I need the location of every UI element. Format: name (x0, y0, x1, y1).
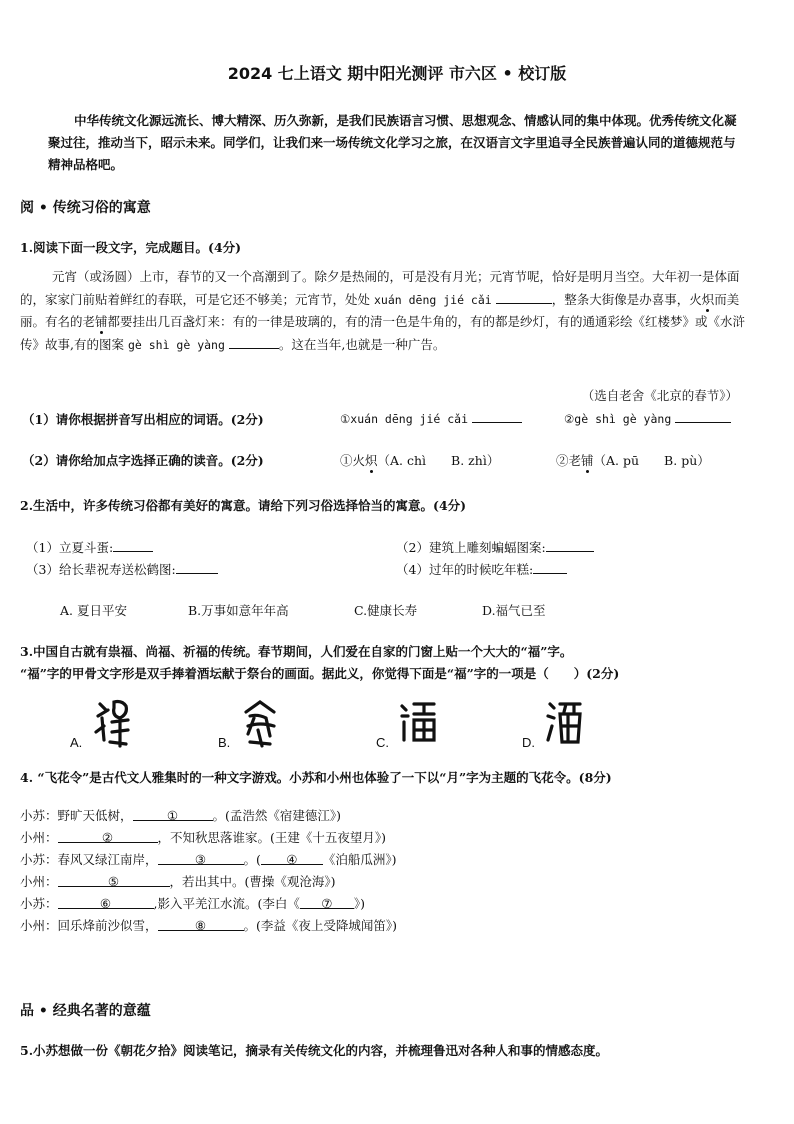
answer-blank[interactable] (546, 539, 594, 552)
question-4-stem: 4. “飞花令”是古代文人雅集时的一种文字游戏。小苏和小州也体验了一下以“月”字为主题的飞花令。(8分) (20, 770, 612, 785)
q4-line-4: 小州： ⑤ ，若出其中。(曹操《观沧海》) (20, 874, 336, 889)
question-3-line-2: “福”字的甲骨文字形是双手捧着酒坛献于祭台的画面。据此义，你觉得下面是“福”字的一项是（ ）(2分) (20, 666, 620, 681)
q1-sub1-b: ②gè shì gè yàng (564, 410, 731, 426)
answer-blank[interactable]: ⑤ (58, 874, 170, 887)
answer-blank[interactable]: ⑦ (300, 896, 354, 909)
answer-blank[interactable] (496, 291, 552, 304)
q2-option-c: C.健康长寿 (354, 603, 418, 618)
answer-blank[interactable] (113, 539, 153, 552)
answer-blank[interactable]: ② (58, 830, 158, 843)
answer-blank[interactable]: ① (133, 808, 213, 821)
answer-blank[interactable] (675, 410, 731, 423)
q4-line-2: 小州： ② ，不知秋思落谁家。(王建《十五夜望月》) (20, 830, 387, 845)
section-heading-1: 阅 • 传统习俗的寓意 (20, 200, 151, 216)
question-2-stem: 2.生活中，许多传统习俗都有美好的寓意。请给下列习俗选择恰当的寓意。(4分) (20, 498, 467, 513)
q4-line-1: 小苏：野旷天低树， ① 。(孟浩然《宿建德江》) (20, 808, 342, 823)
answer-blank[interactable] (176, 561, 218, 574)
q2-item-3: （3）给长辈祝寿送松鹤图: (26, 560, 218, 578)
q4-line-6: 小州：回乐烽前沙似雪， ⑧ 。(李益《夜上受降城闻笛》) (20, 918, 398, 933)
answer-blank[interactable] (472, 410, 522, 423)
q1-sub1-a: ①xuán dēng jié cǎi (340, 410, 522, 426)
q4-line-5: 小苏： ⑥ ,影入平羌江水流。(李白《 ⑦ 》) (20, 896, 366, 911)
question-1-stem: 1.阅读下面一段文字，完成题目。(4分) (20, 240, 242, 255)
answer-blank[interactable] (533, 561, 567, 574)
q1-sub1-label: （1）请你根据拼音写出相应的词语。(2分) (22, 412, 264, 427)
q4-line-3: 小苏：春风又绿江南岸， ③ 。( ④ 《泊船瓜洲》) (20, 852, 397, 867)
q2-option-d: D.福气已至 (482, 603, 546, 618)
section-heading-2: 品 • 经典名著的意蕴 (20, 1003, 151, 1019)
question-3-line-1: 3.中国自古就有祟福、尚福、祈福的传统。春节期间，人们爱在自家的门窗上贴一个大大的“福”字。 (20, 644, 573, 659)
question-1-passage: 元宵（或汤圆）上市，春节的又一个高潮到了。除夕是热闹的，可是没有月光；元宵节呢，恰好是明月当空。大年初一是体面的，家家门前贴着鲜红的春联，可是它还不够美；元宵节，处处 xuán dēng jié cǎi ，整条大街像是办喜事，火炽而美丽。有名的老铺都要挂出几百盏灯来：有的一律是玻璃的，有的清一色是牛角的，有的都是纱灯，有的通通彩绘《红楼梦》或《水浒传》故事,有的图案 gè shì gè yàng 。这在当年,也就是一种广告。 (20, 269, 746, 352)
q2-item-2: （2）建筑上雕刻蝙蝠图案: (396, 538, 594, 556)
q2-item-1: （1）立夏斗蛋: (26, 538, 153, 556)
q1-sub2-a: ①火炽（A. chì B. zhì） (340, 453, 500, 468)
q2-option-b: B.万事如意年年高 (188, 603, 289, 618)
oracle-glyph-c-icon (398, 696, 438, 752)
q1-sub2-label: （2）请你给加点字选择正确的读音。(2分) (22, 453, 264, 468)
q1-sub2-b: ②老铺（A. pū B. pù） (556, 453, 710, 468)
q2-option-a: A. 夏日平安 (60, 603, 127, 618)
oracle-glyph-b-icon (240, 696, 280, 752)
answer-blank[interactable] (229, 336, 279, 349)
q2-item-4: （4）过年的时候吃年糕: (396, 560, 567, 578)
oracle-glyph-a-icon (92, 696, 132, 752)
answer-blank[interactable]: ⑧ (158, 918, 244, 931)
oracle-glyph-d-icon (544, 696, 584, 752)
passage-source: （选自老舍《北京的春节》） (581, 388, 738, 403)
answer-blank[interactable]: ③ (158, 852, 244, 865)
question-5-stem: 5.小苏想做一份《朝花夕拾》阅读笔记，摘录有关传统文化的内容，并梳理鲁迅对各种人和事的情感态度。 (20, 1043, 609, 1058)
oracle-glyph-options: A. B. C. D. (70, 696, 630, 756)
page-title: 2024 七上语文 期中阳光测评 市六区 • 校订版 (227, 64, 567, 83)
answer-blank[interactable]: ④ (261, 852, 323, 865)
answer-blank[interactable]: ⑥ (58, 896, 154, 909)
intro-paragraph: 中华传统文化源远流长、博大精深、历久弥新，是我们民族语言习惯、思想观念、情感认同的集中体现。优秀传统文化凝聚过往，推动当下，昭示未来。同学们，让我们来一场传统文化学习之旅，在汉语言文字里追寻全民族普遍认同的道德规范与精神品格吧。 (48, 113, 737, 172)
